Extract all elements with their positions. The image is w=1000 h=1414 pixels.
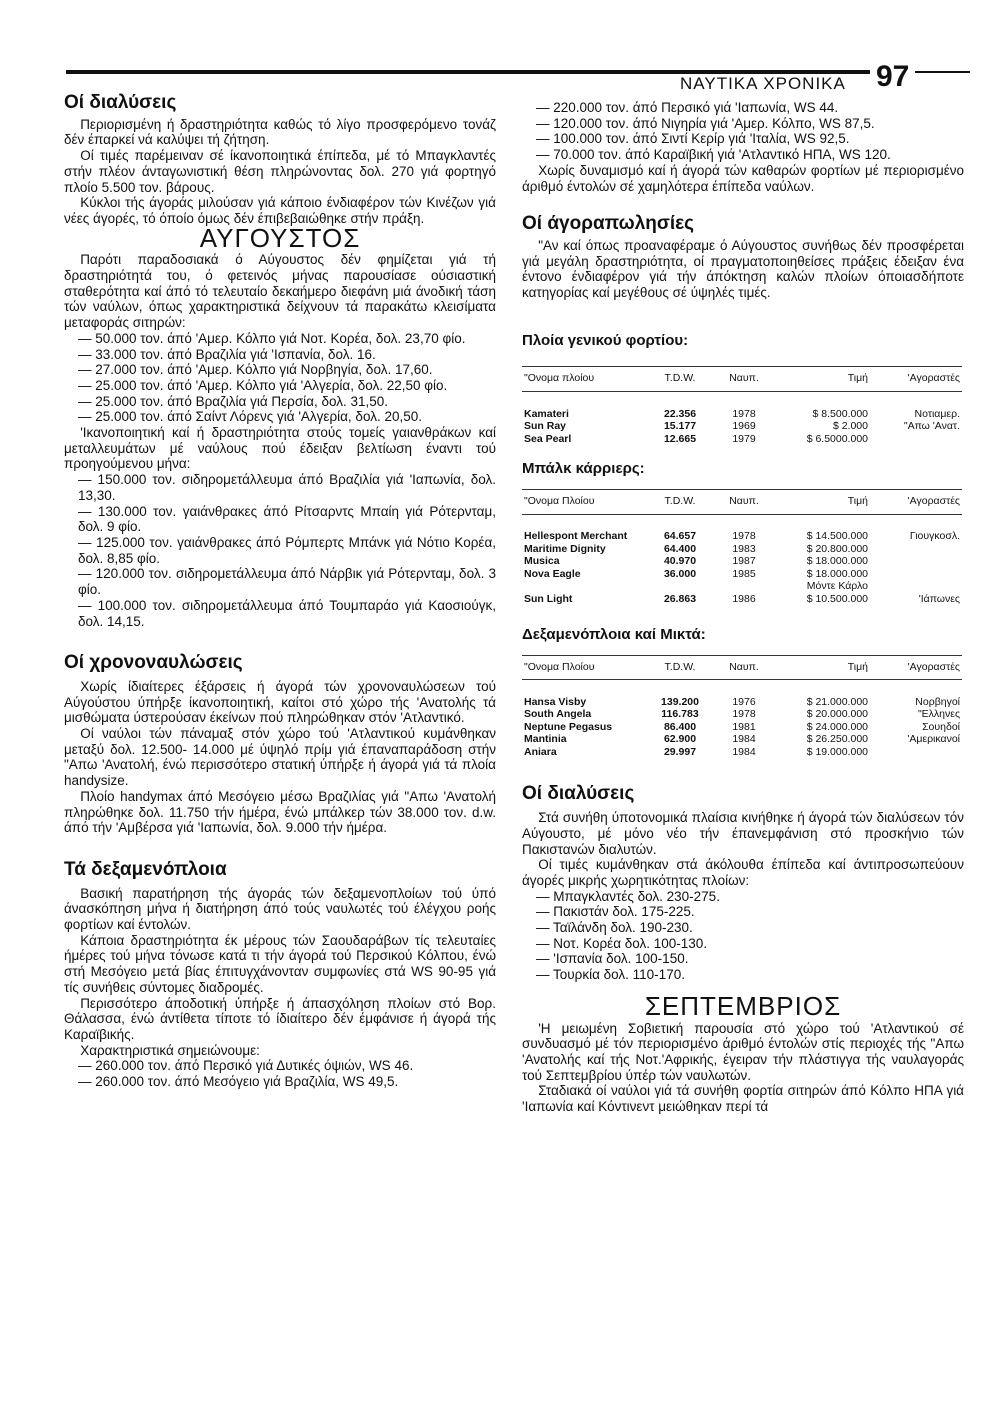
paragraph: Παρότι παραδοσιακά ό Αύγουστος δέν φημίζεται γιά τή δραστηριότητά του, ό φετεινός μήνας παρουσίασε ούσιαστική σταθερότητα καί άπό τό τελευταίο δεκαήμερο διεφάνη μιά άνοδική τάση τών ναύλων, όπως χαρακτηριστικά δείχνουν τά παρακάτω κλεισίματα μεταφοράς σιτηρών: <box>64 252 496 331</box>
table-row <box>522 696 962 709</box>
list-item: — 130.000 τον. γαιάνθρακες άπό Ρίτσαρντς Μπαίη γιά Ρότερνταμ, δολ. 9 φίο. <box>78 503 496 535</box>
cell-buyers <box>870 746 962 759</box>
list-item: — 220.000 τον. άπό Περσικό γιά 'Ιαπωνία, WS 44. <box>536 100 839 115</box>
paragraph: Οί τιμές κυμάνθηκαν στά άκόλουθα έπίπεδα καί άντιπροσωπεύουν άγορές μικρής χωρητικότητας πλοίων: <box>522 857 964 888</box>
table-row <box>522 568 962 581</box>
cell-built: 1984 <box>732 745 756 758</box>
heading-septemvrios: ΣΕΠΤΕΜΒΡΙΟΣ <box>644 990 842 1021</box>
table-row <box>522 721 962 734</box>
t3-body <box>522 680 962 759</box>
list-item: — Ταϊλάνδη δολ. 190-230. <box>536 920 693 936</box>
list-item: — 'Ισπανία δολ. 100-150. <box>536 951 689 967</box>
cell-built: 1986 <box>732 592 756 605</box>
cell-name: Nova Eagle <box>524 567 581 580</box>
cell-buyers <box>870 433 962 446</box>
cell-built: 1978 <box>732 407 756 420</box>
paragraph: Οί ναύλοι τών πάναμαξ στόν χώρο τού 'Ατλαντικού κυμάνθηκαν μεταξύ δολ. 12.500- 14.000 μέ ύψηλό πρίμ γιά έπαναπαράδοση στήν "Απω 'Ανατολή, ένώ περισσότερο στατική ύπήρξε ή άγορά γιά τά πλοία handysize. <box>64 726 496 789</box>
list-item: — 50.000 τον. άπό 'Αμερ. Κόλπο γιά Νοτ. Κορέα, δολ. 23,70 φίο. <box>78 330 466 346</box>
heading-chrononavloseis: Οί χρονοναυλώσεις <box>64 652 243 674</box>
cell-price: $ 18.000.000 <box>806 555 868 568</box>
paragraph: Βασική παρατήρηση τής άγοράς τών δεξαμενοπλοίων τού ύπό άνασκόπηση μήνα ή διατήρηση άπό τούς ναυλωτές τού έλέγχου ροής φορτίων καί έντολών. <box>64 885 496 933</box>
left-column <box>64 92 496 1090</box>
cell-price: $ 2.000 <box>832 420 868 433</box>
list-item: — 120.000 τον. σιδηρομετάλλευμα άπό Νάρβικ γιά Ρότερνταμ, δολ. 3 φίο. <box>78 566 496 598</box>
cell-buyers: Νοτιαμερ. <box>914 407 960 420</box>
paragraph: Κύκλοι τής άγοράς μιλούσαν γιά κάποιο ένδιαφέρον τών Κινέζων γιά νέες άγορές, τό όποίο όμως δέν έπιβεβαιώθηκε στήν πράξη. <box>64 195 496 226</box>
col-tdw: T.D.W. <box>648 367 712 392</box>
paragraph: Πλοίο handymax άπό Μεσόγειο μέσω Βραζιλίας γιά "Απω 'Ανατολή πληρώθηκε δολ. 11.750 τήν ήμέρα, ένώ μπάλκερ τών 38.000 τον. d.w. άπό τήν 'Αμβέρσα γιά 'Ιαπωνία, δολ. 9.000 τήν ήμέρα. <box>64 788 496 836</box>
cell-tdw: 86.400 <box>663 720 697 733</box>
cell-name: Hansa Visby <box>524 695 587 708</box>
cell-buyers: Γιουγκοσλ. <box>909 530 960 543</box>
cell-name: Musica <box>524 555 560 568</box>
cell-tdw: 116.783 <box>661 708 699 721</box>
cell-tdw: 62.900 <box>663 733 697 746</box>
list-item: — 260.000 τον. άπό Περσικό γιά Δυτικές όψιών, WS 46. <box>78 1058 414 1074</box>
table-row <box>522 543 962 556</box>
col-buyers: 'Αγοραστές <box>870 489 962 514</box>
tankers-table <box>522 655 962 759</box>
cell-built: 1984 <box>732 733 756 746</box>
heading-dialyseis-1: Οί διαλύσεις <box>64 92 177 113</box>
table-row <box>522 580 962 593</box>
table-header-row <box>522 655 962 680</box>
page-number: 97 <box>870 60 915 94</box>
list-item: — Πακιστάν δολ. 175-225. <box>536 904 695 920</box>
cell-buyers <box>870 568 962 581</box>
cell-tdw <box>648 580 712 593</box>
list-item: — 125.000 τον. γαιάνθρακες άπό Ρόμπερτς Μπάνκ γιά Νότιο Κορέα, δολ. 8,85 φίο. <box>78 534 496 566</box>
list-item: — 100.000 τον. άπό Σιντί Κερίρ γιά 'Ιταλία, WS 92,5. <box>536 131 850 147</box>
cell-buyers: 'Αμερικανοί <box>907 733 960 746</box>
table-header-row <box>522 489 962 514</box>
spacer-row <box>522 514 962 530</box>
cell-price: $ 21.000.000 <box>806 695 868 708</box>
list-item: — 260.000 τον. άπό Μεσόγειο γιά Βραζιλία, WS 49,5. <box>78 1074 399 1090</box>
list-item: — 100.000 τον. σιδηρομετάλλευμα άπό Τουμπαράο γιά Καοσιούγκ, δολ. 14,15. <box>78 597 496 629</box>
col-name: "Ονομα Πλοίου <box>522 489 648 514</box>
list-item: — Τουρκία δολ. 110-170. <box>536 967 685 983</box>
cell-price: $ 18.000.000 <box>806 567 868 580</box>
cell-name: Aniara <box>524 745 557 758</box>
table-row <box>522 593 962 606</box>
cell-buyers: Σουηδοί <box>922 720 960 733</box>
list-item: — 25.000 τον. άπό Βραζιλία γιά Περσία, δολ. 31,50. <box>78 393 389 409</box>
table-heading-bulk-carriers: Μπάλκ κάρριερς: <box>522 460 645 478</box>
paragraph: Χωρίς ίδιαίτερες έξάρσεις ή άγορά τών χρονοναυλώσεων τού Αύγούστου ύπήρξε ίκανοποιητική, καίτοι στό χώρο τής 'Ανατολής τά μισθώματα ύστερούσαν έκείνων πού πληρώθηκαν στόν 'Ατλαντικό. <box>64 678 496 726</box>
cell-buyers <box>870 555 962 568</box>
t1-body <box>522 392 962 446</box>
list-item: — 120.000 τον. άπό Νιγηρία γιά 'Αμερ. Κόλπο, WS 87,5. <box>536 115 875 131</box>
cell-buyers <box>870 580 962 593</box>
table-row <box>522 733 962 746</box>
cell-built: 1969 <box>732 420 756 433</box>
paragraph: Οί τιμές παρέμειναν σέ ίκανοποιητικά έπίπεδα, μέ τό Μπαγκλαντές στήν πλέον άνταγωνιστική θέση πληρώνοντας δολ. 270 γιά φορτηγό πλοίο 5.500 τον. βάρους. <box>64 148 496 195</box>
cell-built <box>712 580 776 593</box>
list-item: — 150.000 τον. σιδηρομετάλλευμα άπό Βραζιλία γιά 'Ιαπωνία, δολ. 13,30. <box>78 472 496 503</box>
cell-buyers: "Ελληνες <box>917 708 960 721</box>
paragraph: Σταδιακά οί ναύλοι γιά τά συνήθη φορτία σιτηρών άπό Κόλπο ΗΠΑ γιά 'Ιαπωνία καί Κόντινεντ μειώθηκαν περί τά <box>522 1083 964 1115</box>
col-built: Ναυπ. <box>712 367 776 392</box>
heading-avgoustos: ΑΥΓΟΥΣΤΟΣ <box>199 222 361 253</box>
col-name: "Ονομα Πλοίου <box>522 655 648 680</box>
cell-buyers: "Απω 'Ανατ. <box>903 420 960 433</box>
cell-name: Maritime Dignity <box>524 542 606 555</box>
list-item: — 25.000 τον. άπό 'Αμερ. Κόλπο γιά 'Αλγερία, δολ. 22,50 φίο. <box>78 377 448 393</box>
cell-name: Mantinia <box>524 733 567 746</box>
t2-body <box>522 514 962 605</box>
cell-name: Hellespont Merchant <box>524 530 628 543</box>
col-tdw: T.D.W. <box>648 489 712 514</box>
cell-price: $ 24.000.000 <box>806 720 868 733</box>
cell-name <box>522 580 648 593</box>
cell-price: Μόντε Κάρλο <box>806 580 868 593</box>
cell-name: Sea Pearl <box>524 432 572 445</box>
table-heading-general-cargo: Πλοία γενικού φορτίου: <box>522 331 689 349</box>
table-row <box>522 420 962 433</box>
cell-price: $ 20.800.000 <box>806 542 868 555</box>
col-buyers: 'Αγοραστές <box>870 367 962 392</box>
heading-dialyseis-2: Οί διαλύσεις <box>522 783 635 805</box>
cell-tdw: 40.970 <box>663 555 697 568</box>
heading-agorapolisies: Οί άγοραπωλησίες <box>522 213 695 235</box>
cell-built: 1978 <box>732 530 756 543</box>
col-price: Τιμή <box>776 655 870 680</box>
cell-price: $ 20.000.000 <box>806 708 868 721</box>
cell-buyers: Νορβηγοί <box>915 695 960 708</box>
col-built: Ναυπ. <box>712 489 776 514</box>
cell-tdw: 29.997 <box>663 745 697 758</box>
paragraph: Χωρίς δυναμισμό καί ή άγορά τών καθαρών φορτίων μέ περιορισμένο άριθμό έντολών σέ χαμηλότερα έπίπεδα ναύλων. <box>522 162 964 194</box>
cell-price: $ 19.000.000 <box>806 745 868 758</box>
cell-price: $ 8.500.000 <box>812 407 868 420</box>
spacer-row <box>522 392 962 408</box>
cell-built: 1981 <box>732 720 756 733</box>
cell-price: $ 6.5000.000 <box>806 432 868 445</box>
cell-built: 1987 <box>732 555 756 568</box>
paragraph: "Αν καί όπως προαναφέραμε ό Αύγουστος συνήθως δέν προσφέρεται γιά μεγάλη δραστηριότητα, οί πραγματοποιηθείσες πράξεις έδειξαν ένα έντονο ένδιαφέρον γιά τήν άπόκτηση καλών πλοίων όποιασδήποτε κατηγορίας καί μεγέθους σέ ύψηλές τιμές. <box>522 237 964 301</box>
cell-built: 1978 <box>732 708 756 721</box>
table-row <box>522 433 962 446</box>
list-item: — 33.000 τον. άπό Βραζιλία γιά 'Ισπανία, δολ. 16. <box>78 346 376 362</box>
cell-price: $ 26.250.000 <box>806 733 868 746</box>
cell-buyers: 'Ιάπωνες <box>918 592 960 605</box>
cell-tdw: 64.400 <box>663 542 697 555</box>
paragraph: Χαρακτηριστικά σημειώνουμε: <box>80 1042 260 1058</box>
cell-price: $ 14.500.000 <box>806 530 868 543</box>
cell-name: Sun Ray <box>524 420 567 433</box>
cell-built: 1976 <box>732 695 756 708</box>
col-name: "Ονομα πλοίου <box>522 367 648 392</box>
col-price: Τιμή <box>776 489 870 514</box>
col-price: Τιμή <box>776 367 870 392</box>
table-row <box>522 408 962 421</box>
cell-buyers <box>870 543 962 556</box>
table-header-row <box>522 367 962 392</box>
list-item: — Νοτ. Κορέα δολ. 100-130. <box>536 935 708 951</box>
table-row <box>522 530 962 543</box>
cell-built: 1979 <box>732 432 756 445</box>
cell-tdw: 139.200 <box>661 695 699 708</box>
cell-name: Sun Light <box>524 592 573 605</box>
cell-tdw: 12.665 <box>663 432 697 445</box>
cell-name: Neptune Pegasus <box>524 720 613 733</box>
spacer-row <box>522 680 962 696</box>
cell-name: South Angela <box>524 708 592 721</box>
cell-tdw: 22.356 <box>663 407 697 420</box>
table-row <box>522 555 962 568</box>
general-cargo-table <box>522 366 962 445</box>
cell-tdw: 26.863 <box>663 592 697 605</box>
col-tdw: T.D.W. <box>648 655 712 680</box>
right-column <box>522 100 964 1115</box>
table-row <box>522 746 962 759</box>
cell-built: 1985 <box>732 567 756 580</box>
list-item: — 27.000 τον. άπό 'Αμερ. Κόλπο γιά Νορβηγία, δολ. 17,60. <box>78 362 433 378</box>
paragraph: Περιορισμένη ή δραστηριότητα καθώς τό λίγο προσφερόμενο τονάζ δέν έπαρκεί νά καλύψει τή ζήτηση. <box>64 116 496 148</box>
cell-built: 1983 <box>732 542 756 555</box>
bulk-carriers-table <box>522 489 962 605</box>
list-item: — 70.000 τον. άπό Καραϊβική γιά 'Ατλαντικό ΗΠΑ, WS 120. <box>536 147 891 163</box>
col-built: Ναυπ. <box>712 655 776 680</box>
col-buyers: 'Αγοραστές <box>870 655 962 680</box>
table-row <box>522 708 962 721</box>
magazine-title: ΝΑΥΤΙΚΑ ΧΡΟΝΙΚΑ <box>680 74 846 93</box>
cell-tdw: 36.000 <box>663 567 697 580</box>
header-rule-right <box>914 71 970 73</box>
cell-tdw: 15.177 <box>663 420 697 433</box>
heading-dexamenoploia: Τά δεξαμενόπλοια <box>64 858 227 880</box>
table-heading-tankers: Δεξαμενόπλοια καί Μικτά: <box>522 626 706 644</box>
list-item: — Μπαγκλαντές δολ. 230-275. <box>536 888 720 904</box>
cell-name: Kamateri <box>524 407 569 420</box>
paragraph: Στά συνήθη ύποτονομικά πλαίσια κινήθηκε ή άγορά τών διαλύσεων τόν Αύγουστο, μέ μόνο νέο τήν έπανεμφάνιση στό προσκήνιο τών Πακιστανών διαλυτών. <box>522 810 964 857</box>
paragraph: Κάποια δραστηριότητα έκ μέρους τών Σαουδαράβων τίς τελευταίες ήμέρες τού μήνα τόνωσε κατά τι τήν άγορά τού Περσικού Κόλπου, ένώ στή Μεσόγειο μετά βίας έπιτυγχάνονταν συμφωνίες στά WS 90-95 γιά τίς συνήθεις σύντομες διαδρομές. <box>64 932 496 995</box>
paragraph: 'Η μειωμένη Σοβιετική παρουσία στό χώρο τού 'Ατλαντικού σέ συνδυασμό μέ τόν περιορισμένο άριθμό έντολών στίς περιοχές τής "Απω 'Ανατολής καί τής Νοτ.'Αφρικής, έγειραν τήν πλάστιγγα τής ναυλαγοράς τού Σεπτεμβρίου ύπέρ τών ναυλωτών. <box>522 1020 964 1083</box>
cell-tdw: 64.657 <box>663 530 697 543</box>
cell-price: $ 10.500.000 <box>806 592 868 605</box>
list-item: — 25.000 τον. άπό Σαίντ Λόρενς γιά 'Αλγερία, δολ. 20,50. <box>78 409 422 425</box>
paragraph: Περισσότερο άποδοτική ύπήρξε ή άπασχόληση πλοίων στό Βορ. Θάλασσα, ένώ άντίθετα τίποτε τό ίδιαίτερο δέν έμφάνισε ή άγορά τής Καραϊβικής. <box>64 995 496 1042</box>
paragraph: 'Ικανοποιητική καί ή δραστηριότητα στούς τομείς γαιανθράκων καί μεταλλευμάτων μέ ναύλους πού έδειξαν βελτίωση έναντι τού προηγούμενου μήνα: <box>64 425 496 472</box>
